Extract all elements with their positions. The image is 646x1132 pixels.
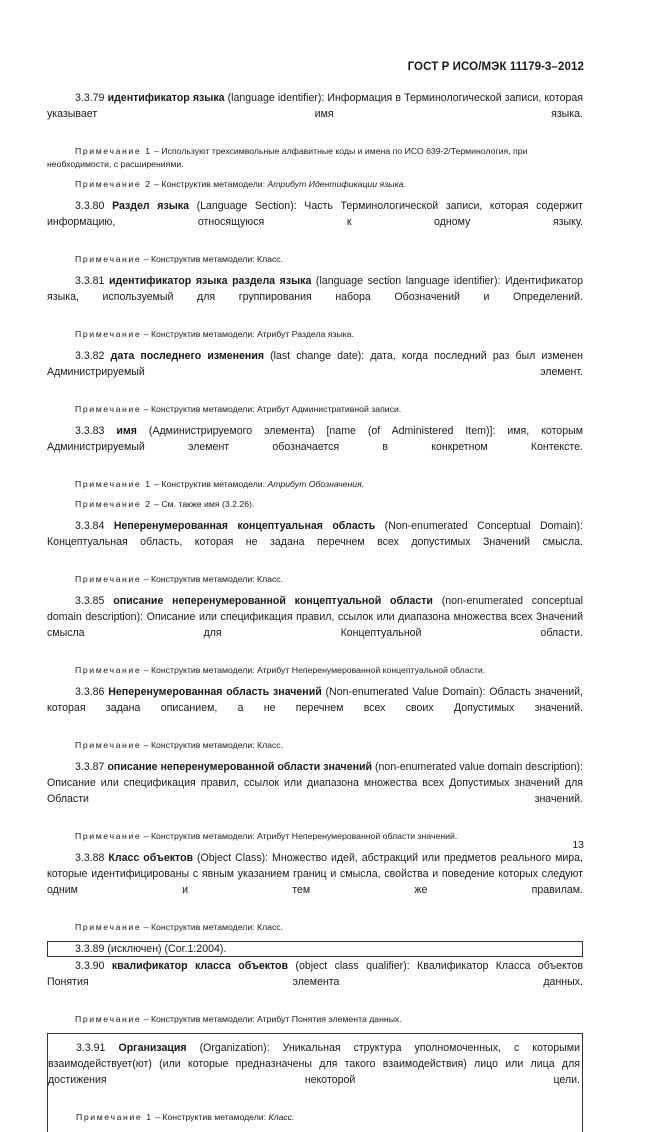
note: Примечание – Конструктив метамодели: Атрибут Неперенумерованной концептуальной области. xyxy=(75,665,486,675)
entry-3-3-81: 3.3.81 идентификатор языка раздела языка (language section language identifier): Идентификатор языка, используемый для группирования набора Обозначений и Определений. xyxy=(47,275,583,303)
boxed-entry-3-3-91 xyxy=(47,1033,583,1132)
document-header: ГОСТ Р ИСО/МЭК 11179-3–2012 xyxy=(407,61,584,73)
entry-3-3-82: 3.3.82 дата последнего изменения (last change date): дата, когда последний раз был изменен Администрируемый элемент. xyxy=(47,350,583,378)
entry-3-3-88: 3.3.88 Класс объектов (Object Class): Множество идей, абстракций или предметов реального мира, которые идентифицированы с явным указанием границ и смысла, свойства и поведение которых следуют одним и тем же правилам. xyxy=(47,852,583,896)
entry-3-3-85: 3.3.85 описание неперенумерованной концептуальной области (non-enumerated conceptual domain description): Описание или спецификация правил, ссылок или диапазона множества всех Значений смысла для Концептуальной области. xyxy=(47,595,583,639)
note: Примечание – Конструктив метамодели: Класс. xyxy=(75,922,284,932)
entry-3-3-83: 3.3.83 имя (Администрируемого элемента) [name (of Administered Item)]: имя, которым Администрируемый элемент обозначается в конкретном Контексте. xyxy=(47,425,583,453)
entry-3-3-86: 3.3.86 Неперенумерованная область значений (Non-enumerated Value Domain): Область значений, которая задана описанием, а не перечнем всех своих Допустимых значений. xyxy=(47,686,583,714)
entry-3-3-91: 3.3.91 Организация (Organization): Уникальная структура уполномоченных, с которыми взаимодействует(ют) (или которые предназначены для такого взаимодействия) лицо или лица для достижения некоторой цели. xyxy=(48,1042,580,1086)
note: Примечание – Конструктив метамодели: Атрибут Раздела языка. xyxy=(75,329,354,339)
note: Примечание 1 – Конструктив метамодели: Класс. xyxy=(76,1112,295,1122)
entry-3-3-80: 3.3.80 Раздел языка (Language Section): Часть Терминологической записи, которая содержит информацию, относящуюся к одному языку. xyxy=(47,200,583,228)
note: Примечание – Конструктив метамодели: Класс. xyxy=(75,254,284,264)
note: Примечание – Конструктив метамодели: Класс. xyxy=(75,574,284,584)
document-body xyxy=(47,90,583,1132)
note: Примечание 1 – Конструктив метамодели: Атрибут Обозначения. xyxy=(75,479,365,489)
note: Примечание – Конструктив метамодели: Атрибут Административной записи. xyxy=(75,404,402,414)
excluded-entry-3-3-89: 3.3.89 (исключен) (Cor.1:2004). xyxy=(47,941,583,957)
note: Примечание – Конструктив метамодели: Атрибут Понятия элемента данных. xyxy=(75,1014,402,1024)
entry-3-3-90: 3.3.90 квалификатор класса объектов (object class qualifier): Квалификатор Класса объектов Понятия элемента данных. xyxy=(47,960,583,988)
page-number: 13 xyxy=(572,839,584,851)
entry-3-3-84: 3.3.84 Неперенумерованная концептуальная область (Non-enumerated Conceptual Domain): Концептуальная область, которая не задана перечнем всех допустимых Значений смысла. xyxy=(47,520,583,548)
note: Примечание 2 – См. также имя (3.2.26). xyxy=(75,499,255,509)
note: Примечание 2 – Конструктив метамодели: Атрибут Идентификации языка. xyxy=(75,179,406,189)
note: Примечание – Конструктив метамодели: Класс. xyxy=(75,740,284,750)
note: Примечание 1 – Используют трехсимвольные алфавитные коды и имена по ИСО 639-2/Терминология, при необходимости, с расширениями. xyxy=(47,146,528,169)
note: Примечание – Конструктив метамодели: Атрибут Неперенумерованной области значений. xyxy=(75,831,458,841)
entry-3-3-79: 3.3.79 идентификатор языка (language identifier): Информация в Терминологической записи, которая указывает имя языка. xyxy=(47,92,583,120)
entry-3-3-87: 3.3.87 описание неперенумерованной области значений (non-enumerated value domain description): Описание или спецификация правил, ссылок или диапазона множества всех Допустимых значений для Области значений. xyxy=(47,761,583,805)
